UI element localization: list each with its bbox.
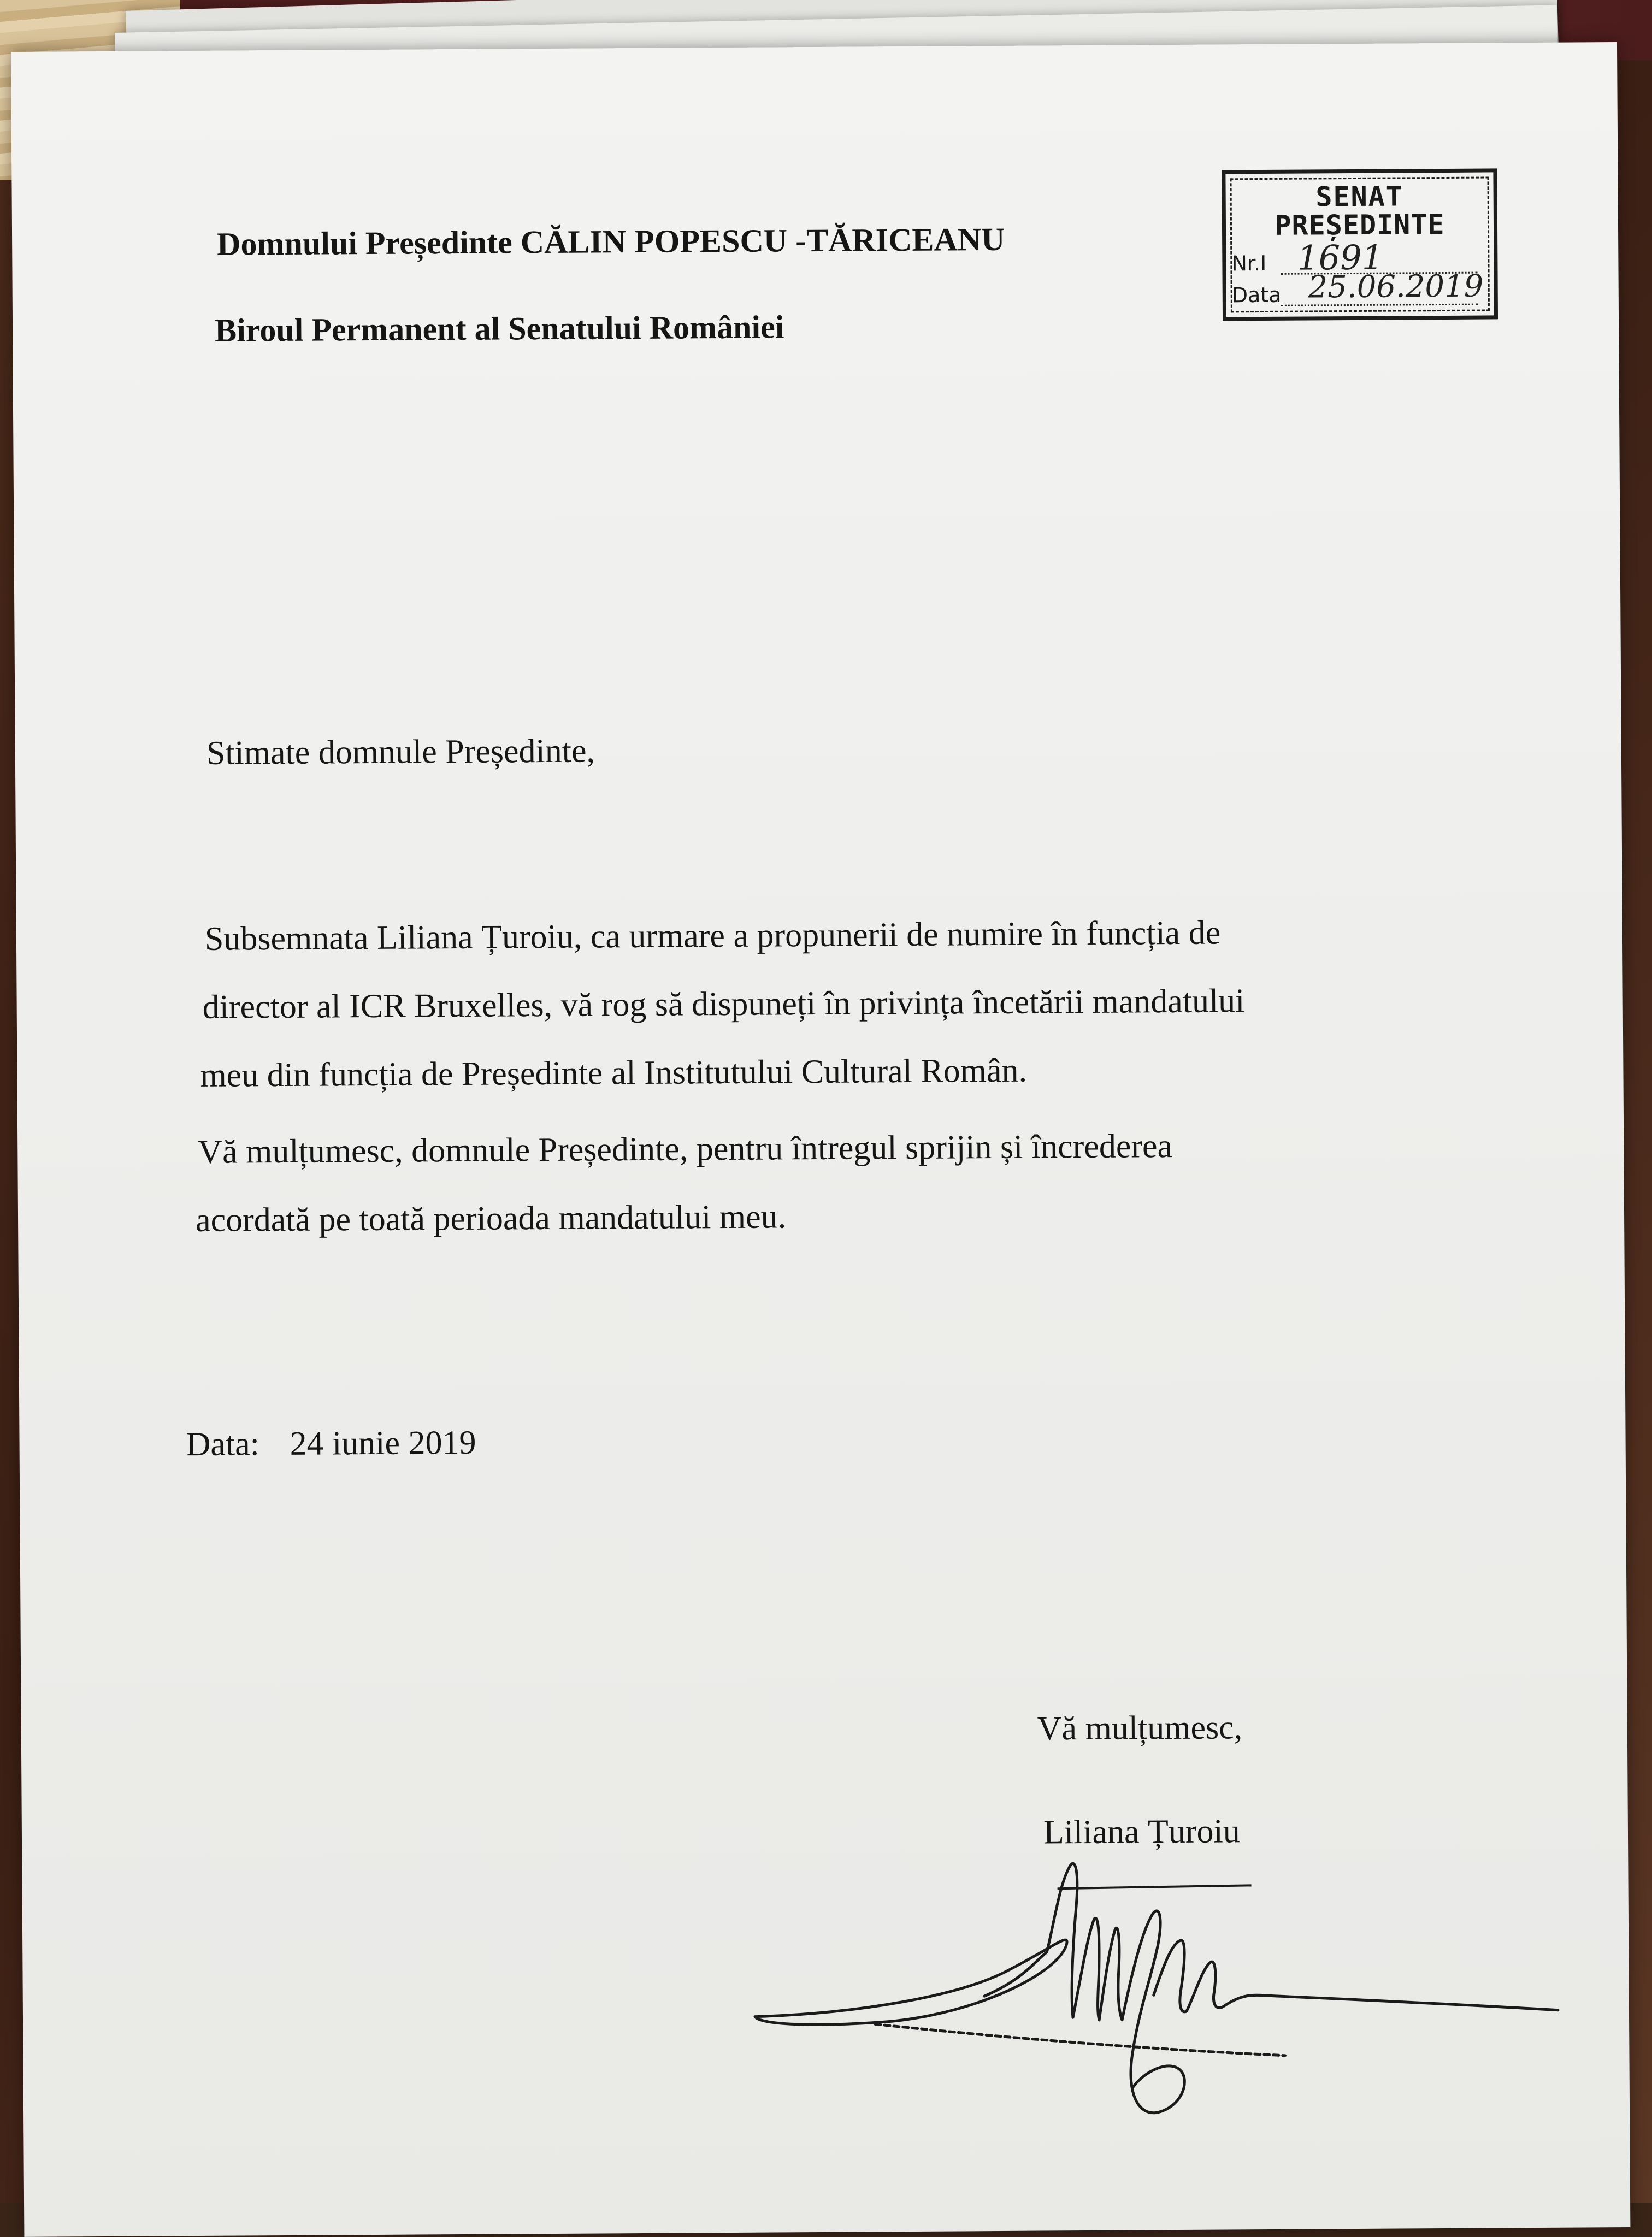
paragraph-1-line-2: director al ICR Bruxelles, vă rog să dispuneți în privința încetării mandatului [202, 982, 1245, 1026]
paragraph-2-line-2: acordată pe toată perioada mandatului meu. [195, 1198, 787, 1239]
stamp-title: SENAT [1315, 180, 1404, 213]
paragraph-1-line-1: Subsemnata Liliana Țuroiu, ca urmare a propunerii de numire în funcția de [204, 914, 1221, 958]
letter-page [11, 42, 1630, 2237]
stamp-nr-value: 1691 [1297, 237, 1384, 278]
addressee-line-2: Biroul Permanent al Senatului României [214, 309, 784, 349]
paragraph-2-line-1: Vă mulțumesc, domnule Președinte, pentru întregul sprijin și încrederea [198, 1128, 1173, 1171]
handwritten-signature [748, 1829, 1570, 2151]
stamp-nr-label: Nr.I [1231, 251, 1267, 276]
registration-stamp [1222, 168, 1498, 321]
closing-thanks: Vă mulțumesc, [1037, 1709, 1243, 1748]
addressee-line-1: Domnului Președinte CĂLIN POPESCU -TĂRICEANU [216, 221, 1005, 262]
signatory-name: Liliana Țuroiu [1043, 1813, 1240, 1851]
stamp-date-label: Data [1231, 282, 1282, 308]
date-value: 24 iunie 2019 [290, 1424, 476, 1462]
paragraph-1-line-3: meu din funcția de Președinte al Institutului Cultural Român. [200, 1052, 1028, 1094]
date-label: Data: [186, 1425, 260, 1463]
stamp-subtitle: PREȘEDINTE [1275, 208, 1445, 241]
greeting: Stimate domnule Președinte, [206, 732, 595, 772]
stamp-date-value: 25.06.2019 [1308, 268, 1484, 305]
